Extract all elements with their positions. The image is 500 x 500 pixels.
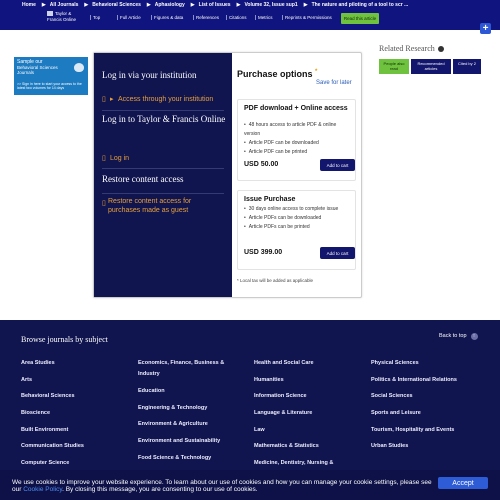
option-heading: PDF download + Online access (244, 105, 348, 112)
related-heading: Related Research (379, 44, 444, 53)
breadcrumb-issue[interactable]: Volume 32, Issue sup1 (244, 2, 298, 8)
article-subnav (0, 10, 500, 34)
subject-link[interactable]: Tourism, Hospitality and Events (371, 427, 455, 433)
add-to-cart-button[interactable]: Add to cart (320, 159, 355, 171)
subject-link[interactable]: Medicine, Dentistry, Nursing & (254, 460, 334, 466)
feature-item: • Article PDF can be downloaded (244, 139, 349, 148)
restore-heading: Restore content access (102, 174, 184, 184)
divider (102, 168, 224, 169)
subject-link[interactable]: Bioscience (21, 410, 51, 416)
purchase-panel (232, 53, 361, 297)
option-price: USD 399.00 (244, 249, 283, 256)
accept-cookies-button[interactable]: Accept (438, 477, 488, 489)
subject-link[interactable]: Health and Social Care (254, 360, 314, 366)
plus-icon[interactable]: + (480, 23, 491, 34)
breadcrumb-article: The nature and piloting of a tool to scr ... (311, 2, 409, 8)
publisher-name: Taylor & Francis Online (47, 11, 77, 22)
nav-top[interactable]: Top (90, 15, 100, 20)
arrow-up-icon: ↑ (471, 333, 478, 340)
option-heading: Issue Purchase (244, 196, 296, 203)
promo-banner[interactable] (14, 57, 88, 95)
read-article-button[interactable]: Read this article (341, 13, 379, 24)
nav-citations[interactable]: Citations (226, 15, 247, 20)
feature-item: • Article PDFs can be downloaded (244, 214, 349, 223)
chevron-right-icon: ▶ (146, 2, 151, 8)
subject-link[interactable]: Environment and Sustainability (138, 438, 221, 444)
subject-link[interactable]: Communication Studies (21, 443, 84, 449)
subject-link[interactable]: Behavioral Sciences (21, 393, 75, 399)
option-features (244, 205, 349, 232)
tax-note: * Local tax will be added as applicable (237, 278, 314, 283)
back-to-top-link[interactable]: Back to top ↑ (439, 333, 478, 340)
breadcrumb-all-journals[interactable]: All Journals (49, 2, 79, 8)
nav-reprints[interactable]: Reprints & Permissions (282, 15, 332, 20)
divider (102, 193, 224, 194)
subject-link[interactable]: Arts (21, 377, 33, 383)
subject-link[interactable]: Language & Literature (254, 410, 313, 416)
save-for-later-link[interactable]: Save for later (316, 80, 352, 86)
purchase-title: Purchase options * (237, 69, 318, 79)
purchase-option (237, 190, 356, 270)
subject-link[interactable]: Social Sciences (371, 393, 413, 399)
add-to-cart-button[interactable]: Add to cart (320, 247, 355, 259)
chevron-right-icon: ▶ (41, 2, 46, 8)
restore-icon: ▯ (102, 200, 106, 207)
subject-link[interactable]: Information Science (254, 393, 307, 399)
institution-heading: Log in via your institution (102, 70, 197, 80)
login-link[interactable]: ▯ Log in (102, 155, 130, 162)
feature-item: • Article PDFs can be printed (244, 223, 349, 232)
subject-link[interactable]: Environment & Agriculture (138, 421, 208, 427)
building-icon: ▯ (102, 96, 106, 103)
institution-access-link[interactable]: ▯ ▸ Access through your institution (102, 96, 214, 103)
breadcrumb-journal[interactable]: Aphasiology (154, 2, 185, 8)
promo-line-1: Sample our (17, 59, 43, 65)
promo-line-3: Journals (17, 70, 35, 75)
subject-link[interactable]: Computer Science (21, 460, 70, 466)
nav-references[interactable]: References (193, 15, 219, 20)
chevron-right-icon: ▶ (303, 2, 308, 8)
info-icon[interactable] (438, 46, 444, 52)
feature-item: • Article PDF can be printed (244, 148, 349, 157)
feature-item: • 48 hours access to article PDF & online version (244, 121, 349, 139)
breadcrumb-list-of-issues[interactable]: List of Issues (198, 2, 231, 8)
tf-login-heading: Log in to Taylor & Francis Online (102, 114, 226, 124)
feature-item: • 30 days online access to complete issue (244, 205, 349, 214)
cookie-banner (0, 470, 500, 500)
tab-recommended-articles[interactable]: Recommended articles (411, 59, 451, 74)
logo-icon (47, 11, 53, 16)
arrow-icon: ▸ (110, 96, 114, 103)
tab-cited-by[interactable]: Cited by 2 (453, 59, 481, 74)
nav-full-article[interactable]: Full Article (117, 15, 141, 20)
subject-link[interactable]: Urban Studies (371, 443, 409, 449)
publisher-logo[interactable] (47, 11, 87, 23)
promo-line-2: Behavioral Sciences (17, 65, 58, 70)
breadcrumb (22, 1, 408, 9)
cookie-policy-link[interactable]: Cookie Policy (23, 486, 63, 493)
flask-icon (74, 63, 84, 72)
breadcrumb-home[interactable]: Home (22, 2, 36, 8)
chevron-right-icon: ▶ (190, 2, 195, 8)
subject-link[interactable]: Engineering & Technology (138, 405, 208, 411)
subject-link[interactable]: Mathematics & Statistics (254, 443, 319, 449)
chevron-right-icon: ▶ (236, 2, 241, 8)
subject-link[interactable]: Humanities (254, 377, 284, 383)
top-navigation (0, 0, 500, 34)
related-tabs (379, 59, 481, 74)
restore-access-link[interactable]: Restore content access for purchases made as guest (108, 198, 192, 214)
footer-title: Browse journals by subject (21, 335, 108, 344)
option-price: USD 50.00 (244, 161, 279, 168)
subject-link[interactable]: Politics & International Relations (371, 377, 457, 383)
nav-figures-data[interactable]: Figures & data (151, 15, 183, 20)
subject-link[interactable]: Food Science & Technology (138, 455, 212, 461)
subject-link[interactable]: Area Studies (21, 360, 55, 366)
subject-link[interactable]: Sports and Leisure (371, 410, 421, 416)
breadcrumb-behavioral-sciences[interactable]: Behavioral Sciences (92, 2, 141, 8)
promo-cta[interactable]: >> Sign in here to start your access to the latest two volumes for 14 days (17, 82, 82, 90)
subject-link[interactable]: Economics, Finance, Business & Industry (138, 360, 225, 377)
divider (102, 110, 224, 111)
purchase-option (237, 99, 356, 181)
tab-people-also-read[interactable]: People also read (379, 59, 409, 74)
cookie-message: We use cookies to improve your website experience. To learn about our use of cookies and how you can manage your cookie settings, please see our Cookie Policy. By closing this message, you are consenting to our use of cookies. (12, 479, 432, 493)
login-panel (94, 53, 232, 297)
access-card (93, 52, 362, 298)
chevron-right-icon: ▶ (84, 2, 89, 8)
subject-link[interactable]: Built Environment (21, 427, 69, 433)
option-features (244, 121, 349, 157)
subject-link[interactable]: Education (138, 388, 165, 394)
nav-metrics[interactable]: Metrics (255, 15, 273, 20)
subject-link[interactable]: Physical Sciences (371, 360, 419, 366)
subject-link[interactable]: Law (254, 427, 265, 433)
user-icon: ▯ (102, 155, 106, 162)
